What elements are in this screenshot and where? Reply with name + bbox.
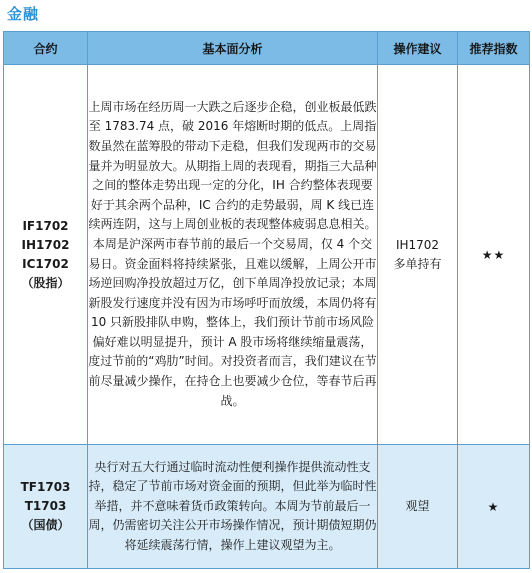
recommendation-stars: ★★ (458, 65, 530, 445)
contract-code: IH1702 (21, 237, 70, 252)
contract-code: IC1702 (22, 256, 69, 271)
table-row (4, 445, 530, 569)
analysis-cell (88, 65, 378, 445)
header-contract: 合约 (4, 32, 88, 65)
contract-category: （股指） (21, 275, 70, 290)
table-header-row (4, 32, 530, 65)
contract-cell (4, 65, 88, 445)
contract-cell (4, 445, 88, 569)
analysis-paragraph: 上周市场在经历周一大跌之后逐步企稳，创业板最低跌至 1783.74 点，破 2016 年熔断时期的低点。上周指数虽然在蓝筹股的带动下走稳，但我们发现两市的交易量并为明显放大。从期指上周的表现看，期指三大品种之间的整体走势出现一定的分化，IH 合约整体表现要好于其余两个品种，IC 合约的走势最弱，周 K 线已连续两连阴，这与上周创业板的表现整体疲弱息息相关。 (88, 99, 377, 232)
analysis-cell (88, 445, 378, 569)
analysis-paragraph: 央行对五大行通过临时流动性便利操作提供流动性支持，稳定了节前市场对资金面的预期，但此举为临时性举措，并不意味着货币政策转向。本周为节前最后一周，仍需密切关注公开市场操作情况，预计期债短期仍将延续震荡行情，操作上建议观望为主。 (88, 459, 377, 552)
contract-code: IF1702 (22, 218, 69, 233)
advice-contract: IH1702 (395, 237, 440, 252)
advice-cell (378, 65, 458, 445)
section-title: 金融 (7, 5, 40, 23)
table-row (4, 65, 530, 445)
header-fundamental-analysis: 基本面分析 (88, 32, 378, 65)
advice-cell (378, 445, 458, 569)
header-operation-advice: 操作建议 (378, 32, 458, 65)
futures-recommendation-table (3, 31, 530, 569)
contract-category: （国债） (21, 518, 70, 532)
contract-code: T1703 (24, 499, 67, 513)
analysis-paragraph: 本周是沪深两市春节前的最后一个交易周，仅 4 个交易日。资金面料将持续紧张，且难以缓解，上周公开市场逆回购净投放超过万亿，创下单周净投放记录；本周新股发行速度并没有因为市场呼吁而放缓，本周仍将有 10 只新股排队申购，整体上，我们预计节前市场风险偏好难以明显提升，预计 A 股市场将继续缩量震荡，度过节前的“鸡肋”时间。对投资者而言，我们建议在节前尽量减少操作，在持仓上也要减少仓位，等春节后再战。 (88, 236, 377, 408)
header-recommendation-index: 推荐指数 (458, 32, 530, 65)
recommendation-stars: ★ (458, 445, 530, 569)
advice-action: 多单持有 (393, 256, 442, 271)
contract-code: TF1703 (20, 480, 71, 494)
advice-action: 观望 (405, 499, 430, 513)
